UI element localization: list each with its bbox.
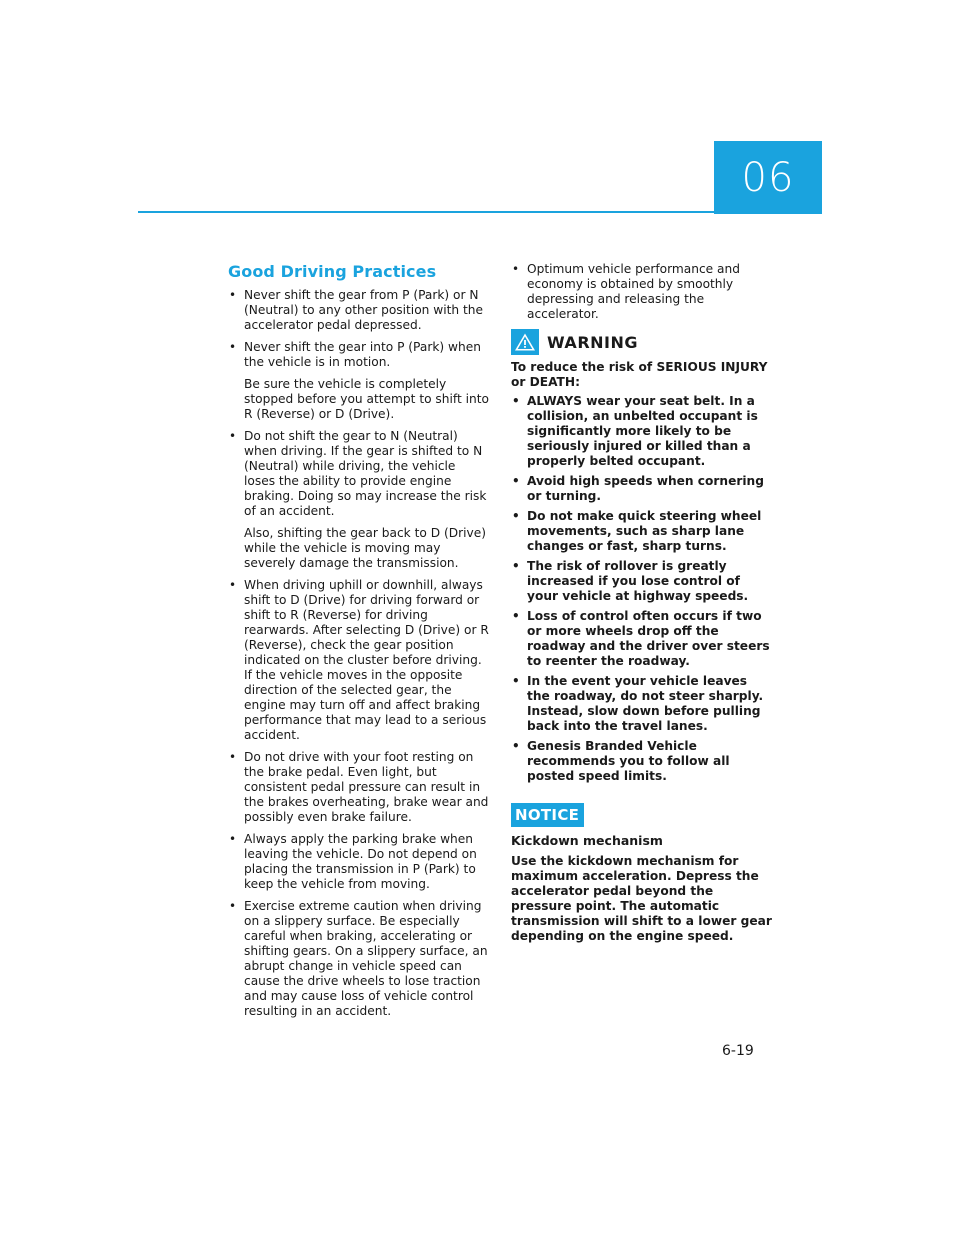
list-item	[228, 340, 490, 422]
warning-item-text: • ALWAYS wear your seat belt. In a collision, an unbelted occupant is significantly more likely to be seriously injured or killed than a properly belted occupant.	[527, 394, 758, 468]
list-item	[228, 750, 490, 825]
warning-item	[511, 559, 773, 604]
page-number: 6-19	[722, 1043, 754, 1059]
warning-item-text: • In the event your vehicle leaves the roadway, do not steer sharply. Instead, slow down before pulling back into the travel lanes.	[527, 674, 764, 733]
list-item	[228, 288, 490, 333]
warning-item-text: • Avoid high speeds when cornering or turning.	[527, 474, 764, 503]
chapter-tab	[714, 141, 822, 214]
warning-item	[511, 509, 773, 554]
header-rule	[138, 211, 714, 213]
list-item-text: • Do not drive with your foot resting on the brake pedal. Even light, but consistent pedal pressure can result in the brakes overheating, brake wear and possibly even brake failure.	[244, 750, 489, 824]
list-item	[511, 262, 773, 322]
list-item-text: Also, shifting the gear back to D (Drive) while the vehicle is moving may severely damage the transmission.	[244, 526, 486, 570]
warning-list	[511, 394, 773, 784]
warning-item	[511, 609, 773, 669]
notice-badge: NOTICE	[511, 803, 584, 827]
warning-item	[511, 474, 773, 504]
warning-item-text: • Loss of control often occurs if two or more wheels drop off the roadway and the driver over steers to reenter the roadway.	[527, 609, 770, 668]
practices-list	[228, 288, 490, 1019]
list-item-text: • Exercise extreme caution when driving on a slippery surface. Be especially careful when braking, accelerating or shifting gears. On a slippery surface, an abrupt change in vehicle speed can cause the drive wheels to lose traction and may cause loss of vehicle control resulting in an accident.	[244, 899, 488, 1018]
practices-list-continued	[511, 262, 773, 322]
list-item-text: • Do not shift the gear to N (Neutral) when driving. If the gear is shifted to N (Neutral) while driving, the vehicle loses the ability to provide engine braking. Doing so may increase the risk of an accident.	[244, 429, 487, 518]
warning-triangle-icon	[511, 329, 539, 355]
warning-title: WARNING	[547, 332, 638, 352]
list-item-text: • When driving uphill or downhill, always shift to D (Drive) for driving forward or shift to R (Reverse) for driving rearwards. After selecting D (Drive) or R (Reverse), check the gear position indicated on the cluster before driving. If the vehicle moves in the opposite direction of the selected gear, the engine may turn off and affect braking performance that may lead to a serious accident.	[244, 578, 489, 742]
list-item	[228, 832, 490, 892]
warning-header	[511, 329, 773, 355]
list-item	[228, 429, 490, 571]
list-item-text: • Never shift the gear into P (Park) when the vehicle is in motion.	[244, 340, 481, 369]
list-item-text: • Always apply the parking brake when leaving the vehicle. Do not depend on placing the transmission in P (Park) to keep the vehicle from moving.	[244, 832, 477, 891]
list-item-text: • Optimum vehicle performance and economy is obtained by smoothly depressing and releasing the accelerator.	[527, 262, 740, 321]
warning-item-text: • Do not make quick steering wheel movements, such as sharp lane changes or fast, sharp turns.	[527, 509, 762, 553]
right-column	[511, 262, 773, 944]
warning-item	[511, 674, 773, 734]
list-item-text: • Never shift the gear from P (Park) or N (Neutral) to any other position with the accelerator pedal depressed.	[244, 288, 483, 332]
warning-item-text: • The risk of rollover is greatly increased if you lose control of your vehicle at highway speeds.	[527, 559, 749, 603]
notice-body: Use the kickdown mechanism for maximum acceleration. Depress the accelerator pedal beyond the pressure point. The automatic transmission will shift to a lower gear depending on the engine speed.	[511, 854, 772, 943]
left-column	[228, 262, 490, 1026]
warning-lead: To reduce the risk of SERIOUS INJURY or DEATH:	[511, 360, 768, 389]
warning-item	[511, 739, 773, 784]
section-heading: Good Driving Practices	[228, 262, 437, 281]
notice-title: Kickdown mechanism	[511, 833, 663, 848]
list-item	[228, 899, 490, 1019]
chapter-number: 06	[741, 154, 795, 201]
list-item-text: Be sure the vehicle is completely stopped before you attempt to shift into R (Reverse) or D (Drive).	[244, 377, 489, 421]
list-item	[228, 578, 490, 743]
warning-item	[511, 394, 773, 469]
warning-item-text: • Genesis Branded Vehicle recommends you to follow all posted speed limits.	[527, 739, 730, 783]
